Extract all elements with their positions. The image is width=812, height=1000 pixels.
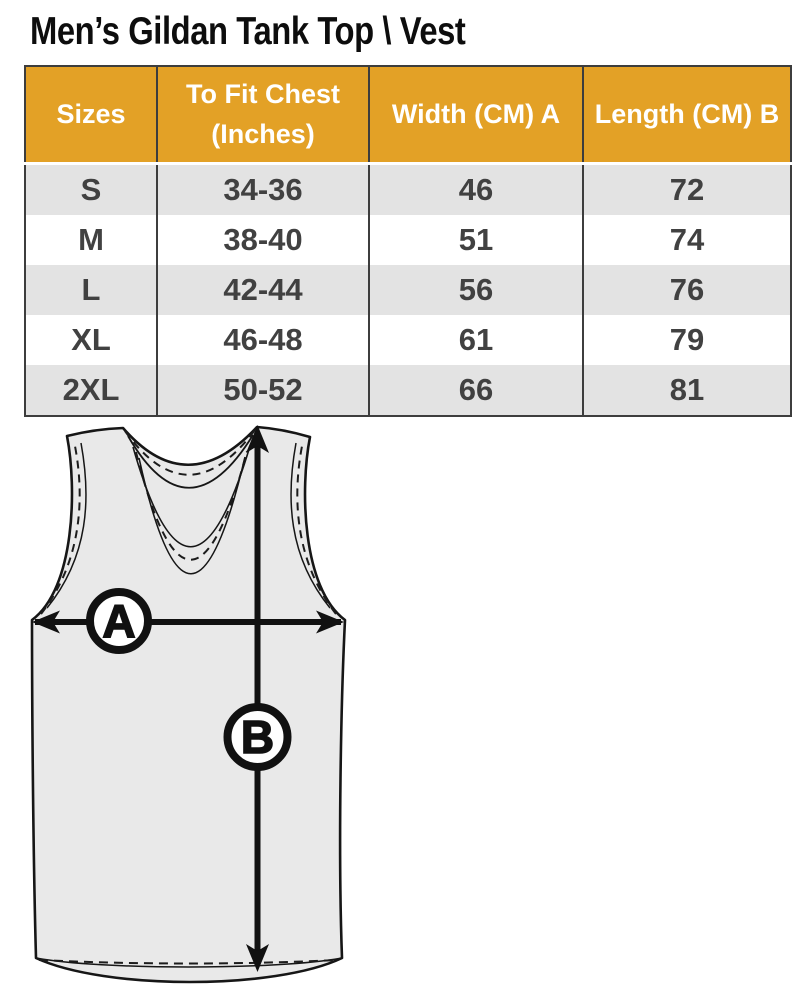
cell-length: 72	[583, 164, 791, 216]
cell-length: 74	[583, 215, 791, 265]
cell-chest: 50-52	[157, 365, 369, 416]
header-width: Width (CM) A	[369, 66, 583, 164]
cell-width: 51	[369, 215, 583, 265]
cell-width: 66	[369, 365, 583, 416]
size-chart-table	[24, 65, 792, 417]
header-chest: To Fit Chest (Inches)	[157, 66, 369, 164]
cell-length: 76	[583, 265, 791, 315]
page-title: Men’s Gildan Tank Top \ Vest	[30, 10, 466, 53]
cell-chest: 38-40	[157, 215, 369, 265]
cell-width: 61	[369, 315, 583, 365]
measure-a-badge	[90, 592, 148, 650]
table-row	[25, 164, 791, 216]
table-row	[25, 315, 791, 365]
table-row	[25, 265, 791, 315]
cell-chest: 46-48	[157, 315, 369, 365]
cell-size: L	[25, 265, 157, 315]
cell-chest: 42-44	[157, 265, 369, 315]
cell-size: 2XL	[25, 365, 157, 416]
table-row	[25, 365, 791, 416]
cell-size: M	[25, 215, 157, 265]
header-length: Length (CM) B	[583, 66, 791, 164]
measure-a-label: A	[102, 595, 136, 647]
cell-width: 46	[369, 164, 583, 216]
header-sizes: Sizes	[25, 66, 157, 164]
table-row	[25, 215, 791, 265]
cell-size: XL	[25, 315, 157, 365]
cell-width: 56	[369, 265, 583, 315]
measure-b-badge	[228, 707, 288, 767]
cell-length: 81	[583, 365, 791, 416]
cell-size: S	[25, 164, 157, 216]
measure-b-label: B	[240, 711, 275, 763]
cell-chest: 34-36	[157, 164, 369, 216]
header-row	[25, 66, 791, 164]
cell-length: 79	[583, 315, 791, 365]
tank-top-measurement-diagram	[0, 415, 430, 1000]
